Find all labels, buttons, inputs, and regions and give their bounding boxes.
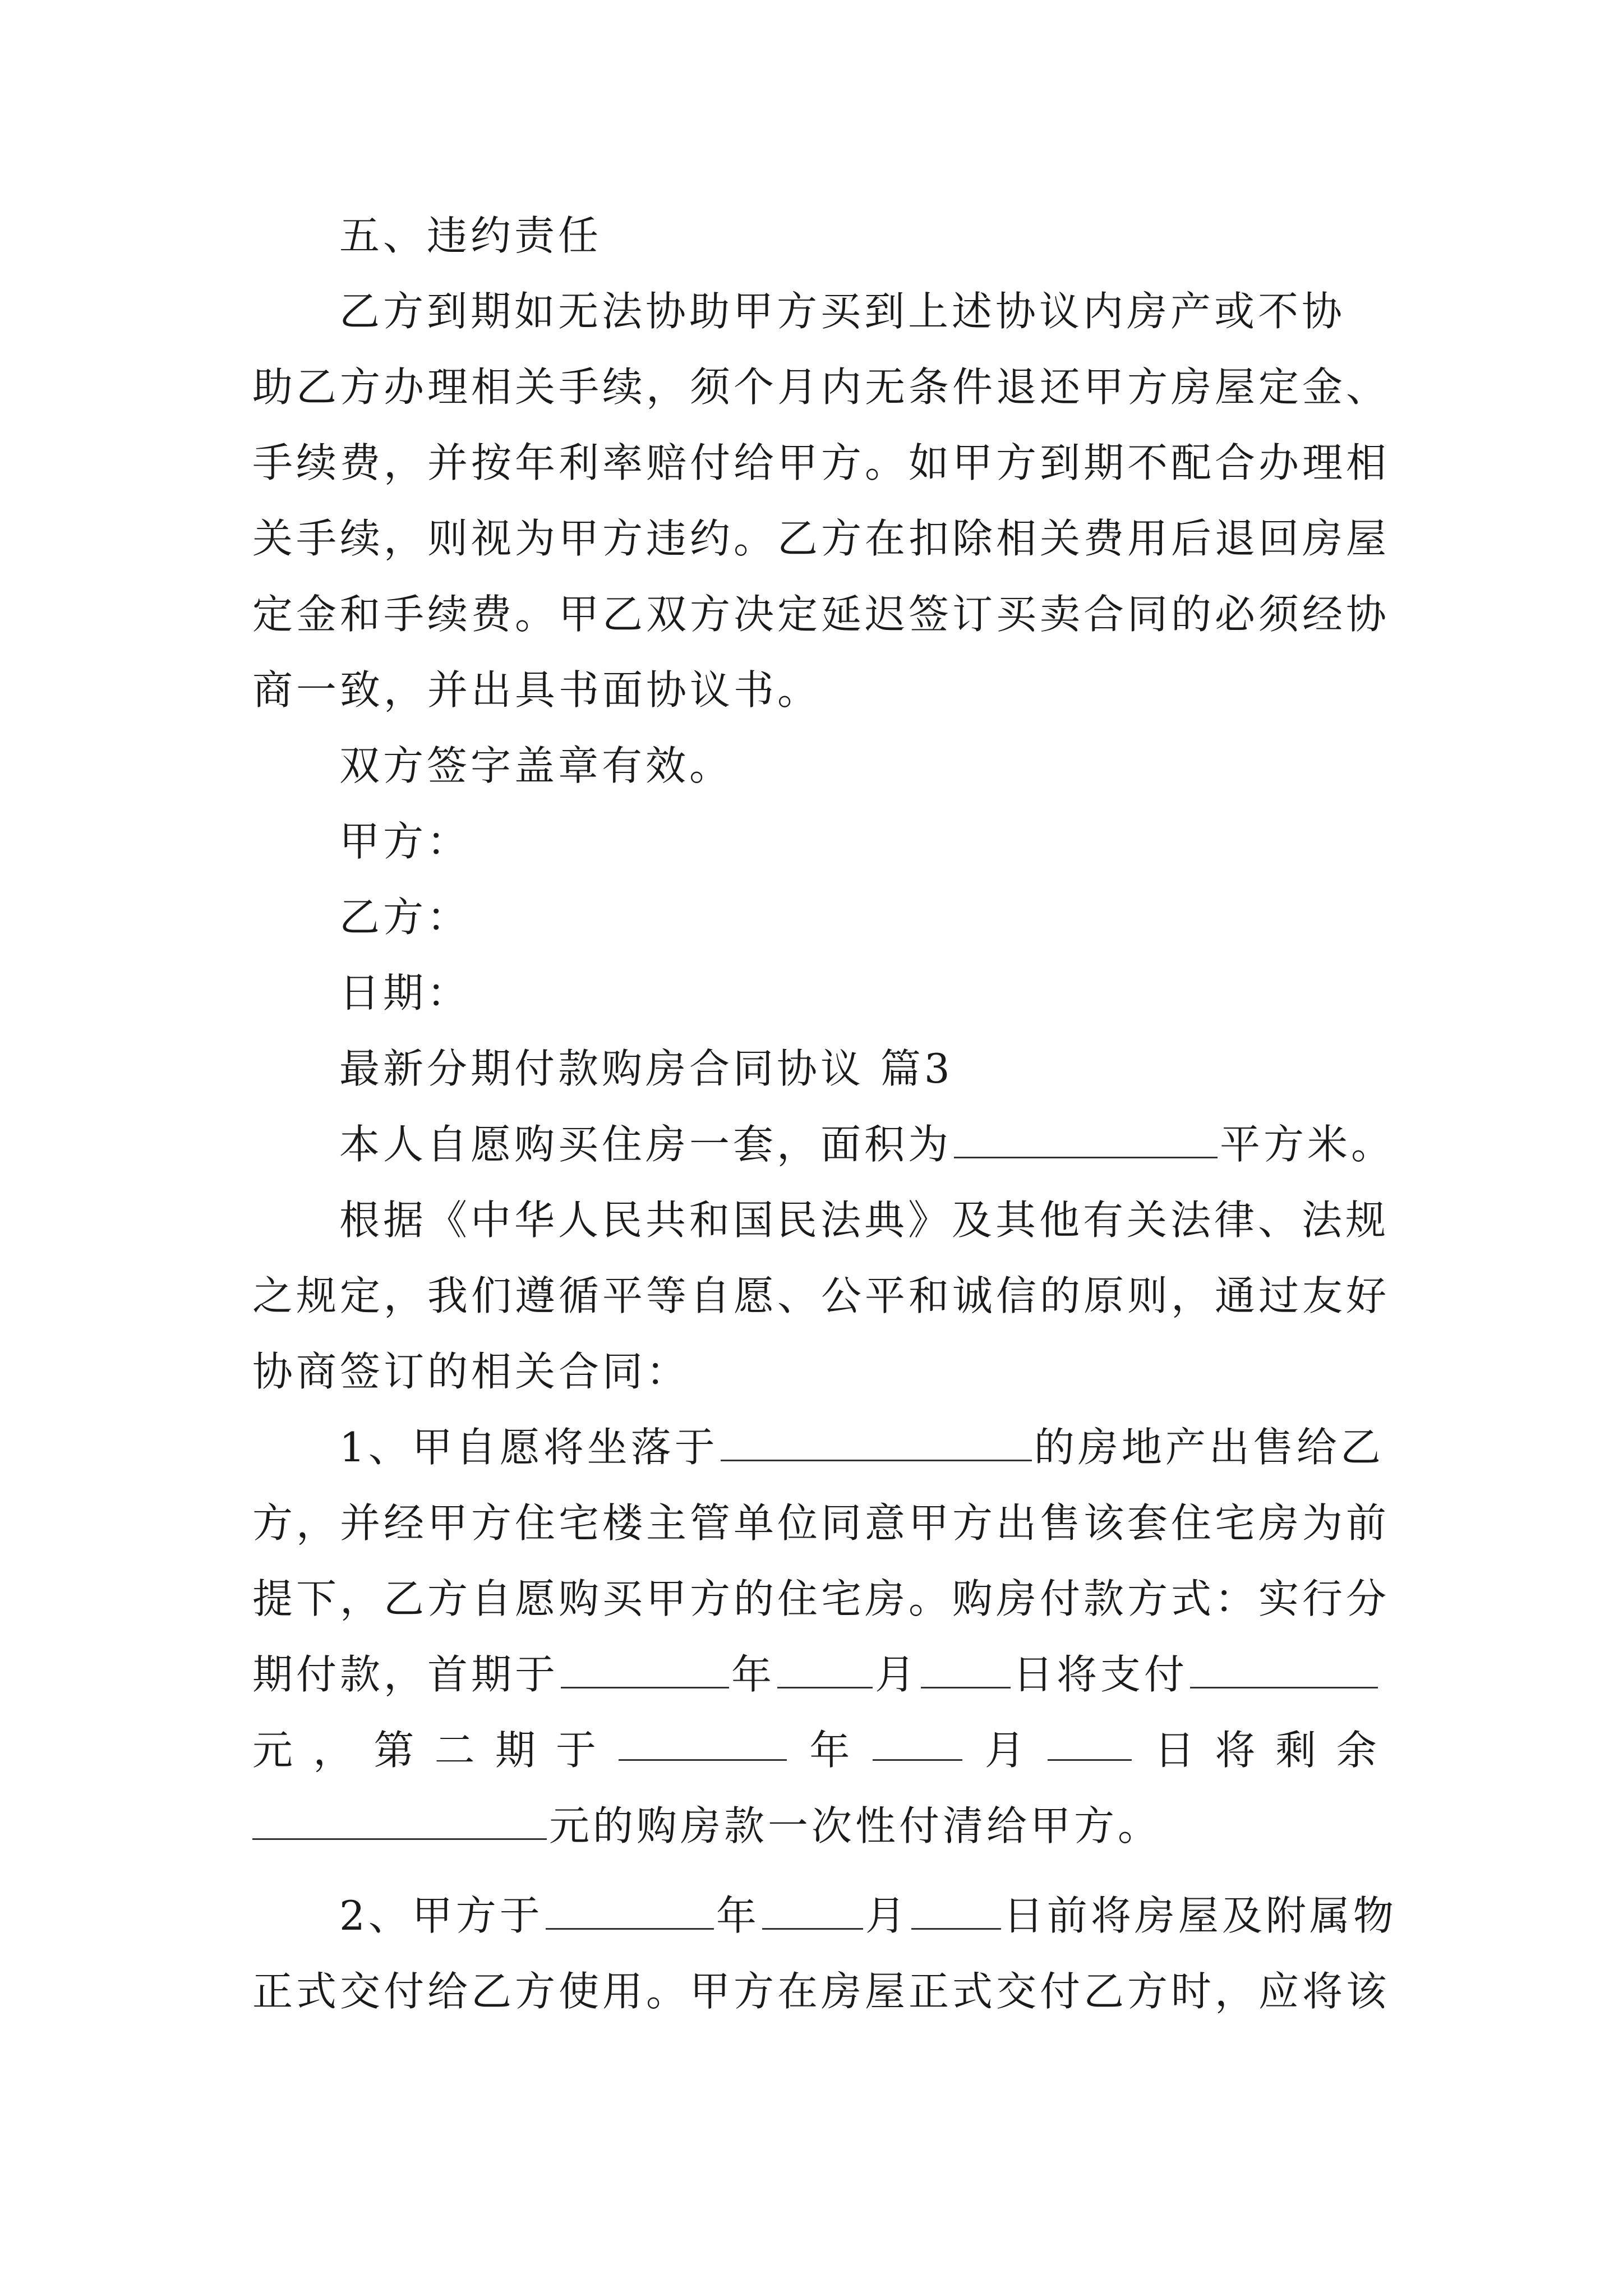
paragraph-line: 关手续，则视为甲方违约。乙方在扣除相关费用后退回房屋 — [252, 515, 1390, 562]
comma: ， — [313, 1727, 354, 1774]
payment-line-3 — [252, 1798, 1161, 1854]
second-year-blank — [619, 1722, 787, 1761]
year-label: 年 — [809, 1727, 850, 1774]
payment-first-prefix: 期付款，首期于 — [252, 1651, 559, 1698]
payment-line-3-text: 元的购房款一次性付清给甲方。 — [549, 1802, 1162, 1849]
paragraph-line: 提下，乙方自愿购买甲方的住宅房。购房付款方式：实行分 — [252, 1575, 1390, 1622]
year-label: 年 — [731, 1651, 776, 1698]
clause-1-line — [339, 1419, 1384, 1475]
year-label: 年 — [716, 1892, 760, 1939]
second-month-blank — [873, 1722, 962, 1761]
paragraph-line: 助乙方办理相关手续，须个月内无条件退还甲方房屋定金、 — [252, 364, 1390, 411]
paragraph-line: 定金和手续费。甲乙双方决定延迟签订买卖合同的必须经协 — [252, 591, 1390, 638]
payment-line-1 — [252, 1646, 1380, 1703]
text-char: 于 — [556, 1727, 597, 1774]
text-char: 第 — [374, 1727, 414, 1774]
text-char: 日 — [1154, 1727, 1195, 1774]
day-label: 日将支付 — [1013, 1651, 1188, 1698]
month-label: 月 — [984, 1727, 1025, 1774]
paragraph-line: 商一致，并出具书面协议书。 — [252, 666, 822, 714]
date-label: 日期： — [339, 969, 471, 1016]
area-suffix: 平方米。 — [1220, 1121, 1395, 1168]
party-a-label: 甲方： — [339, 818, 471, 865]
paragraph-line: 方，并经甲方住宅楼主管单位同意甲方出售该套住宅房为前 — [252, 1499, 1390, 1547]
month-label: 月 — [875, 1651, 919, 1698]
first-year-blank — [561, 1650, 729, 1688]
text-char: 余 — [1336, 1727, 1377, 1774]
paragraph-line: 之规定，我们遵循平等自愿、公平和诚信的原则，通过友好 — [252, 1272, 1390, 1319]
delivery-year-blank — [546, 1891, 714, 1930]
area-blank — [954, 1120, 1218, 1158]
first-month-blank — [777, 1650, 873, 1688]
area-line — [339, 1116, 1395, 1172]
paragraph-line: 乙方到期如无法协助甲方买到上述协议内房产或不协 — [339, 288, 1346, 335]
yuan-label: 元 — [252, 1727, 293, 1774]
delivery-month-blank — [762, 1891, 863, 1930]
party-b-label: 乙方： — [339, 894, 471, 941]
second-day-blank — [1048, 1722, 1132, 1761]
clause-1-prefix: 1、甲自愿将坐落于 — [339, 1424, 718, 1471]
section-heading-breach: 五、违约责任 — [339, 212, 602, 259]
area-prefix: 本人自愿购买住房一套，面积为 — [339, 1121, 952, 1168]
paragraph-line: 协商签订的相关合同： — [252, 1348, 690, 1395]
signature-note: 双方签字盖章有效。 — [339, 742, 734, 789]
clause-2-prefix: 2、甲方于 — [339, 1892, 543, 1939]
text-char: 期 — [495, 1727, 536, 1774]
first-amount-blank — [1190, 1650, 1378, 1688]
paragraph-line: 根据《中华人民共和国民法典》及其他有关法律、法规 — [339, 1197, 1390, 1244]
first-day-blank — [921, 1650, 1011, 1688]
text-char: 剩 — [1275, 1727, 1316, 1774]
paragraph-line: 手续费，并按年利率赔付给甲方。如甲方到期不配合办理相 — [252, 439, 1390, 486]
clause-2-line — [339, 1888, 1397, 1944]
clause-2-suffix: 日前将房屋及附属物 — [1003, 1892, 1397, 1939]
location-blank — [721, 1423, 1032, 1461]
remaining-amount-blank — [252, 1801, 547, 1840]
text-char: 将 — [1215, 1727, 1256, 1774]
clause-1-suffix: 的房地产出售给乙 — [1034, 1424, 1384, 1471]
month-label: 月 — [865, 1892, 909, 1939]
text-char: 二 — [434, 1727, 475, 1774]
section-title: 最新分期付款购房合同协议 篇3 — [339, 1045, 953, 1092]
payment-line-2 — [252, 1722, 1377, 1778]
delivery-day-blank — [911, 1891, 1001, 1930]
paragraph-line: 正式交付给乙方使用。甲方在房屋正式交付乙方时，应将该 — [252, 1968, 1390, 2015]
